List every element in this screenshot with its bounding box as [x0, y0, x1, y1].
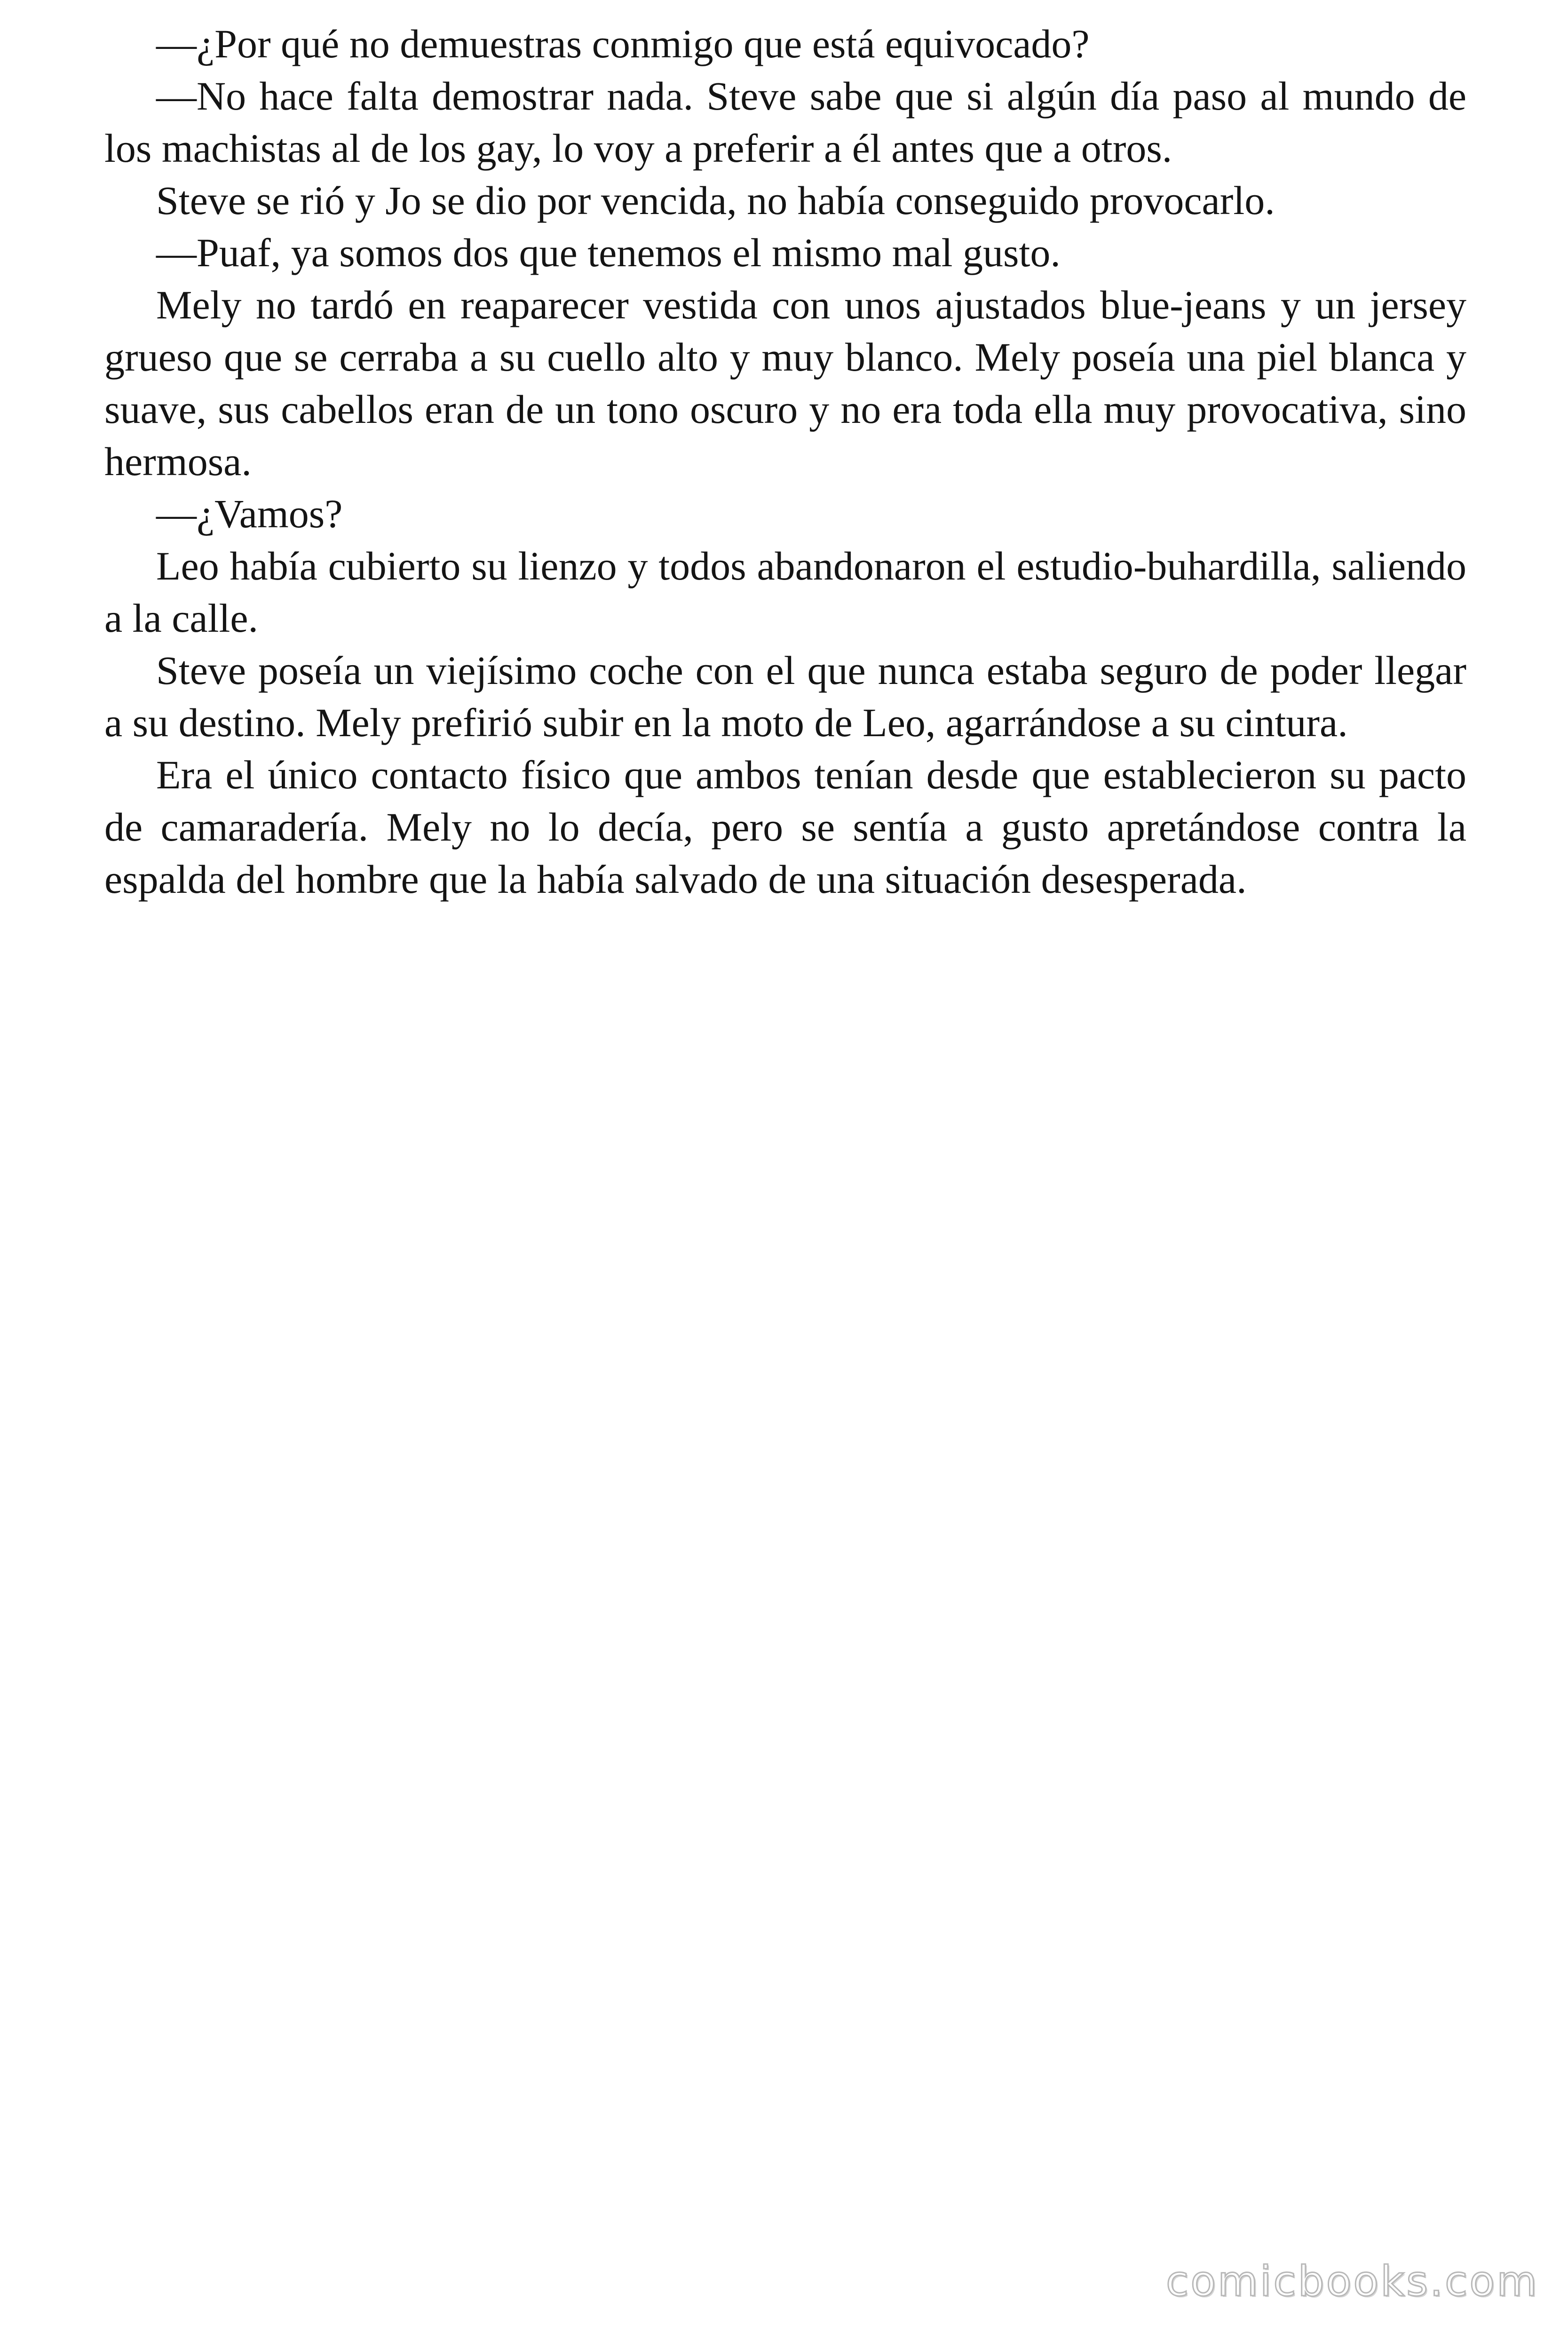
paragraph-dialogue-2: —No hace falta demostrar nada. Steve sabe que si algún día paso al mundo de los machistas al de los gay, lo voy a preferir a él antes que a otros. [104, 73, 1466, 171]
paragraph-narration-2: Mely no tardó en reaparecer vestida con unos ajustados blue-jeans y un jersey grueso que se cerraba a su cuello alto y muy blanco. Mely poseía una piel blanca y suave, sus cabellos eran de un tono oscuro y no era toda ella muy provocativa, sino hermosa. [104, 282, 1466, 484]
paragraph-dialogue-4: —¿Vamos? [156, 491, 343, 536]
paragraph-narration-5: Era el único contacto físico que ambos tenían desde que establecieron su pacto de camaradería. Mely no lo decía, pero se sentía a gusto apretándose contra la espalda del hombre que la había salvado de una situación desesperada. [104, 752, 1466, 902]
paragraph-narration-4: Steve poseía un viejísimo coche con el que nunca estaba seguro de poder llegar a su destino. Mely prefirió subir en la moto de Leo, agarrándose a su cintura. [104, 648, 1466, 745]
site-watermark: comicbooks.com [1165, 2257, 1539, 2305]
page-body [104, 18, 1466, 906]
paragraph-dialogue-3: —Puaf, ya somos dos que tenemos el mismo mal gusto. [156, 230, 1061, 275]
paragraph-narration-1: Steve se rió y Jo se dio por vencida, no había conseguido provocarlo. [156, 178, 1275, 223]
paragraph-narration-3: Leo había cubierto su lienzo y todos abandonaron el estudio-buhardilla, saliendo a la calle. [104, 543, 1466, 641]
paragraph-dialogue-1: —¿Por qué no demuestras conmigo que está equivocado? [156, 21, 1090, 66]
